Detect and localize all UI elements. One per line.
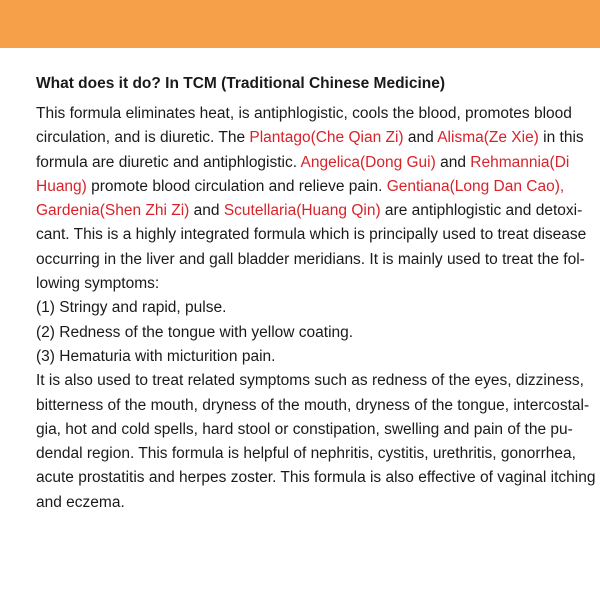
herb-name-highlight: Rehmannia(Di [470, 153, 570, 171]
text-segment: dendal region. This formula is helpful of nephritis, cystitis, urethritis, gonorrhea, [36, 445, 576, 463]
text-segment: cant. This is a highly integrated formula which is principally used to treat disease [36, 226, 587, 244]
text-segment: gia, hot and cold spells, hard stool or constipation, swelling and pain of the pu- [36, 420, 573, 438]
text-line [36, 442, 576, 466]
text-line [36, 199, 583, 223]
text-segment: This formula eliminates heat, is antiphlogistic, cools the blood, promotes blood [36, 105, 572, 122]
body-paragraph [36, 102, 596, 515]
content-area [36, 74, 596, 515]
herb-name-highlight: Alisma(Ze Xie) [437, 129, 539, 147]
text-segment: promote blood circulation and relieve pain. [86, 177, 387, 195]
text-segment: (3) Hematuria with micturition pain. [36, 347, 276, 365]
text-segment: It is also used to treat related symptoms such as redness of the eyes, dizziness, [36, 372, 584, 390]
text-line [36, 321, 566, 345]
herb-name-highlight: Plantago(Che Qian Zi) [249, 129, 404, 147]
herb-name-highlight: Angelica(Dong Gui) [300, 153, 436, 171]
text-line [36, 345, 566, 369]
text-segment: bitterness of the mouth, dryness of the mouth, dryness of the tongue, intercostal- [36, 396, 590, 414]
text-line [36, 418, 573, 442]
text-line [36, 272, 566, 296]
text-segment: and [403, 129, 438, 147]
top-orange-band [0, 0, 600, 48]
text-line [36, 126, 584, 150]
text-segment: in this [538, 129, 584, 147]
herb-name-highlight: Scutellaria(Huang Qin) [223, 202, 381, 220]
text-segment: occurring in the liver and gall bladder meridians. It is mainly used to treat the fol- [36, 250, 585, 268]
text-line [36, 296, 566, 320]
text-segment: and [189, 202, 224, 220]
text-line [36, 151, 570, 175]
text-segment: are antiphlogistic and detoxi- [380, 202, 583, 220]
text-line [36, 491, 566, 515]
text-segment: and eczema. [36, 493, 125, 511]
herb-name-highlight: Huang) [36, 177, 87, 195]
text-segment: (2) Redness of the tongue with yellow coating. [36, 323, 354, 341]
text-line [36, 466, 596, 490]
section-heading: What does it do? In TCM (Traditional Chinese Medicine) [36, 75, 446, 92]
text-segment: lowing symptoms: [36, 275, 160, 293]
text-line [36, 394, 590, 418]
text-line [36, 102, 572, 126]
text-line [36, 175, 566, 199]
text-line [36, 248, 585, 272]
herb-name-highlight: Gardenia(Shen Zhi Zi) [36, 202, 190, 220]
text-segment: formula are diuretic and antiphlogistic. [36, 153, 301, 171]
text-segment: and [435, 153, 471, 171]
text-segment: (1) Stringy and rapid, pulse. [36, 299, 227, 317]
text-line [36, 369, 584, 393]
text-line [36, 223, 587, 247]
text-segment: acute prostatitis and herpes zoster. This formula is also effective of vaginal itching [36, 469, 596, 487]
herb-name-highlight: Gentiana(Long Dan Cao), [386, 177, 565, 195]
text-segment: circulation, and is diuretic. The [36, 129, 250, 147]
